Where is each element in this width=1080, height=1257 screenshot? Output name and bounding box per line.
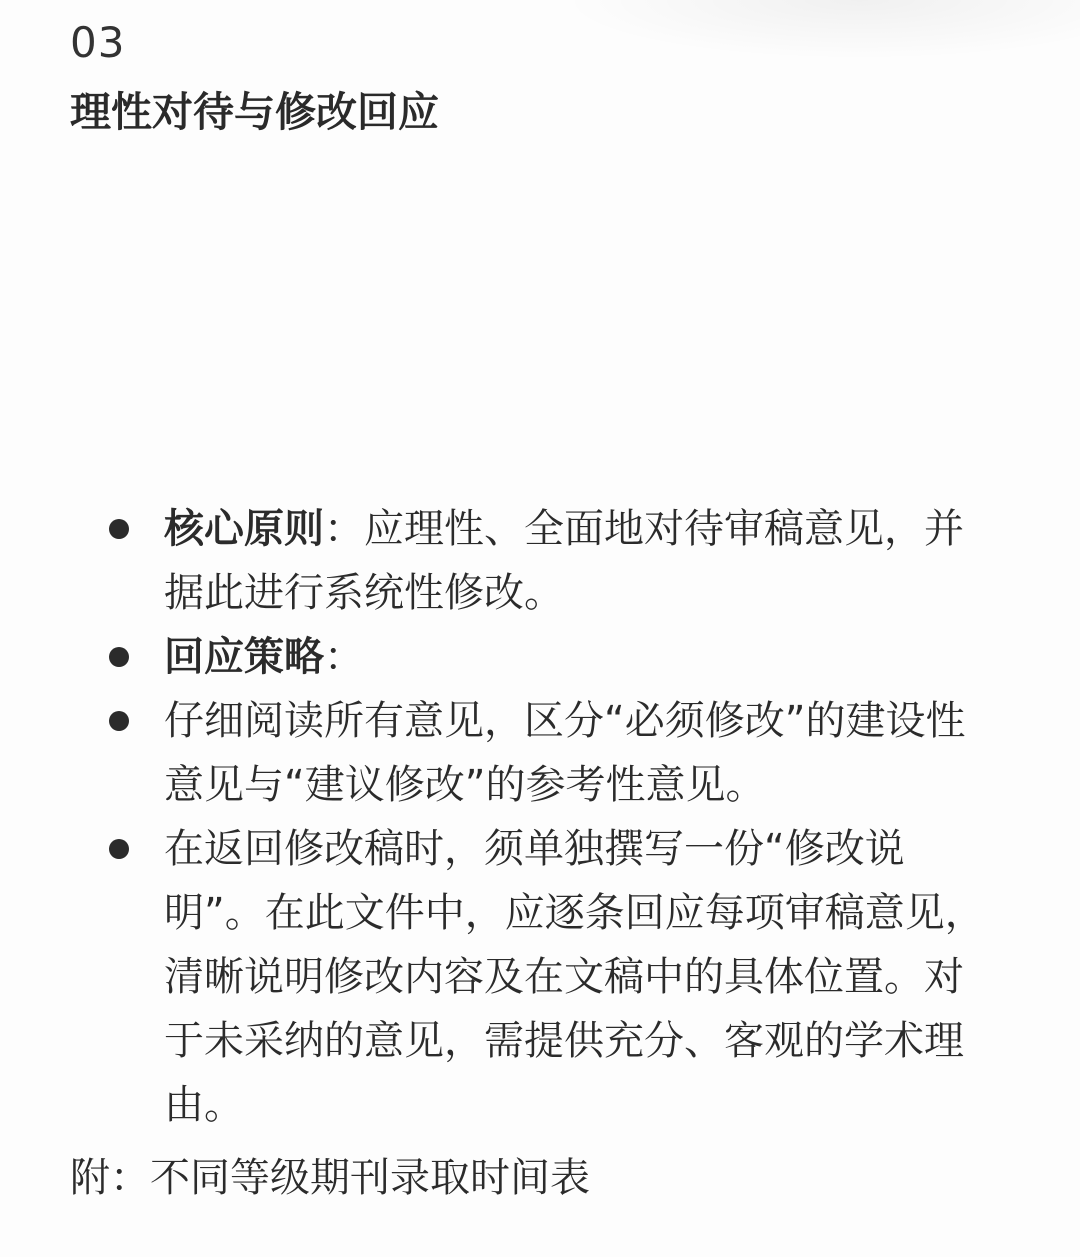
bullet-separator: ：: [324, 506, 364, 552]
bullet-core-principle: [0, 497, 1080, 625]
bullet-revision-notes: [0, 817, 1080, 1137]
bullet-dot-icon: [109, 647, 129, 667]
bullet-label: 回应策略: [164, 634, 324, 680]
bullet-read-comments: [0, 689, 1080, 817]
bullet-text: 仔细阅读所有意见，区分“必须修改”的建设性意见与“建议修改”的参考性意见。: [164, 698, 966, 808]
bullet-dot-icon: [109, 711, 129, 731]
bullet-response-strategy: [0, 625, 1080, 689]
appendix-note: 附：不同等级期刊录取时间表: [70, 1155, 590, 1201]
bullet-text: 在返回修改稿时，须单独撰写一份“修改说明”。在此文件中，应逐条回应每项审稿意见，清晰说明修改内容及在文稿中的具体位置。对于未采纳的意见，需提供充分、客观的学术理由。: [164, 826, 985, 1128]
bullet-label: 核心原则: [164, 506, 324, 552]
top-shadow: [560, 0, 1080, 60]
section-number: 03: [70, 18, 126, 67]
bullet-list: [0, 497, 1080, 1137]
bullet-text: 应理性、全面地对待审稿意见，并据此进行系统性修改。: [164, 506, 964, 616]
section-title: 理性对待与修改回应: [70, 88, 439, 136]
bullet-dot-icon: [109, 519, 129, 539]
bullet-separator: ：: [324, 634, 364, 680]
bullet-dot-icon: [109, 839, 129, 859]
